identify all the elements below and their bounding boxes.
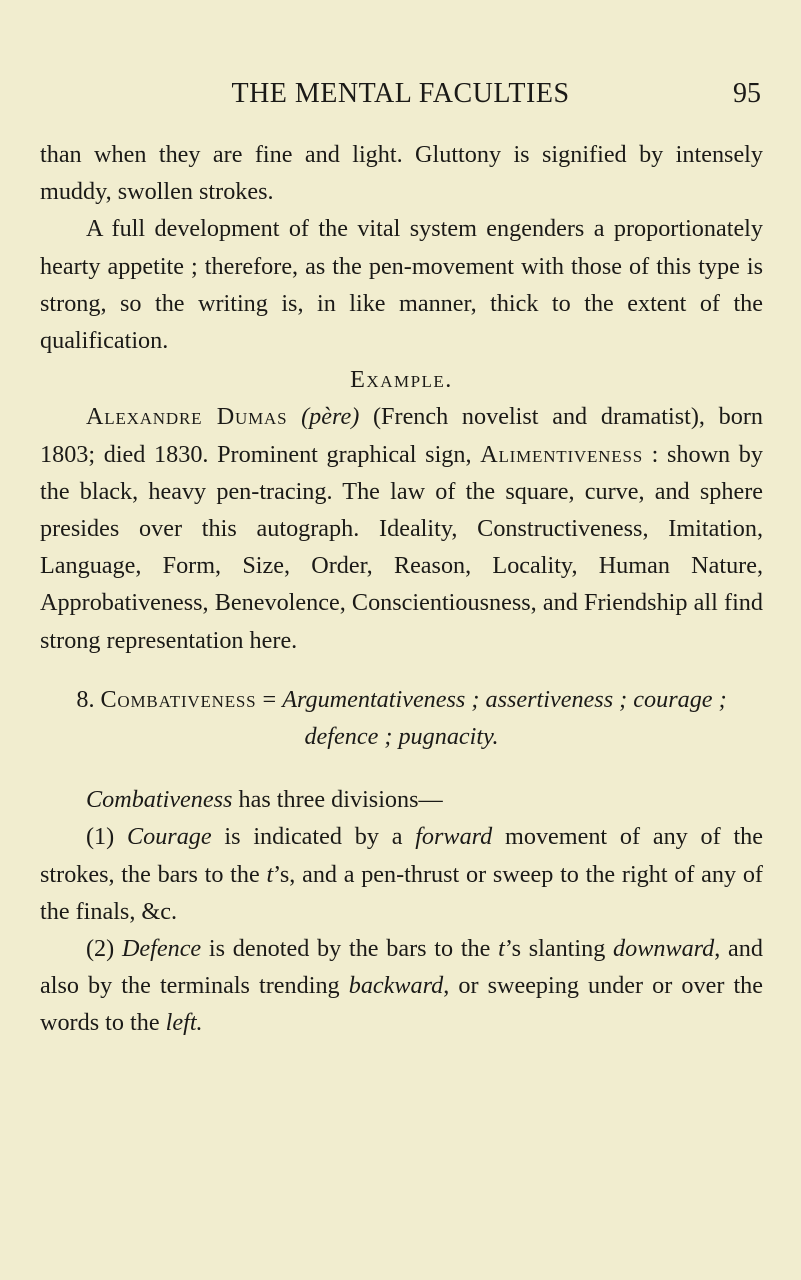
defence-text-b: ’s slanting bbox=[504, 935, 614, 963]
courage-number: (1) bbox=[86, 823, 127, 851]
courage-text-b: movement of any of the strokes, the bars to the bbox=[40, 823, 763, 888]
alimentiveness-term: Alimentiveness bbox=[480, 440, 643, 468]
page-number: 95 bbox=[733, 78, 761, 109]
backward-word: backward bbox=[348, 972, 444, 1000]
section-synonyms: Argumentativeness ; assertiveness ; courage ; defence ; pugnacity. bbox=[282, 685, 727, 751]
pere-italic: (père) bbox=[301, 403, 360, 431]
section-8-heading bbox=[40, 681, 763, 755]
defence-text-a: is denoted by the bars to the bbox=[201, 935, 499, 963]
paragraph-dumas bbox=[40, 398, 763, 658]
running-head-title: THE MENTAL FACULTIES bbox=[231, 78, 570, 109]
defence-text-c: , and also by the terminals trending bbox=[40, 935, 763, 1000]
section-number: 8. bbox=[76, 685, 95, 713]
courage-text-c: ’s, and a pen-thrust or sweep to the right of any of the finals, &c. bbox=[40, 860, 763, 925]
courage-term: Courage bbox=[126, 823, 212, 851]
paragraph-gluttony: than when they are fine and light. Gluttony is signified by intensely muddy, swollen strokes. bbox=[40, 141, 763, 206]
running-head bbox=[40, 78, 761, 118]
forward-word: forward bbox=[415, 823, 493, 851]
defence-number: (2) bbox=[86, 935, 122, 963]
section-term: Combativeness bbox=[100, 685, 257, 713]
paragraph-courage bbox=[40, 818, 763, 930]
paragraph-divisions bbox=[40, 781, 763, 818]
divisions-text: has three divisions— bbox=[232, 786, 443, 814]
divisions-term: Combativeness bbox=[86, 786, 233, 814]
paragraph-defence bbox=[40, 930, 763, 1042]
dumas-name: Alexandre Dumas bbox=[86, 403, 288, 431]
example-heading: Example. bbox=[350, 366, 453, 394]
defence-term: Defence bbox=[121, 935, 202, 963]
left-word: left. bbox=[165, 1009, 203, 1037]
defence-text-d: , or sweeping under or over the words to the bbox=[40, 972, 763, 1037]
dumas-text-a: (French novelist and dramatist), born 1803; died 1830. Prominent graphical sign, bbox=[40, 403, 764, 468]
paragraph-vital-system: A full development of the vital system engenders a proportionately hearty appetite ; therefore, as the pen-movement with those of this type is strong, so the writing is, in like manner, thick to the extent of the qualification. bbox=[40, 215, 763, 355]
dumas-text-b: : shown by the black, heavy pen-tracing. The law of the square, curve, and sphere presides over this autograph. Ideality, Constructiveness, Imitation, Language, Form, Size, Order, Reason, Locality, Human Nature, Approbativeness, Benevolence, Conscientiousness, and Friendship all find strong representation here. bbox=[40, 440, 763, 654]
section-equals: = bbox=[256, 685, 283, 713]
downward-word: downward bbox=[613, 935, 715, 963]
body-text bbox=[40, 136, 763, 1042]
courage-t: t bbox=[266, 860, 274, 888]
defence-t: t bbox=[498, 935, 505, 963]
courage-text-a: is indicated by a bbox=[211, 823, 416, 851]
